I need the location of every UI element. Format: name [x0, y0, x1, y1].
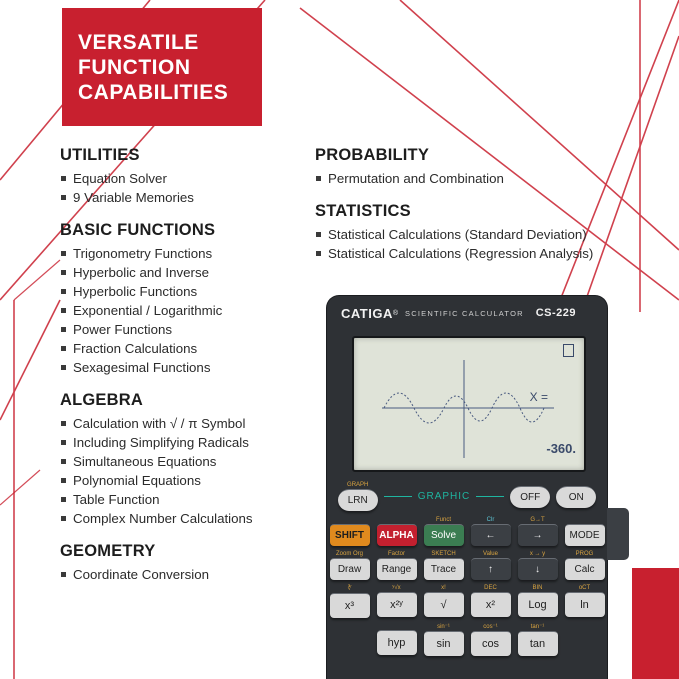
trace-group [424, 551, 464, 580]
list-item: Table Function [60, 490, 310, 509]
registered-mark-icon: ® [392, 309, 399, 317]
nth-root-label: ʸ√x [392, 585, 401, 591]
calculator-keypad [327, 482, 607, 661]
list-item: Hyperbolic and Inverse [60, 263, 310, 282]
x-to-y-label: x → y [529, 551, 546, 557]
list-item: Exponential / Logarithmic [60, 301, 310, 320]
band-line-right [476, 496, 504, 497]
section-statistics [315, 202, 675, 263]
section-list [315, 169, 675, 188]
cos-key[interactable]: cos [471, 631, 511, 656]
factor-label: Factor [387, 551, 405, 557]
calculator-screen [352, 336, 586, 472]
section-list [60, 169, 310, 207]
value-label: Value [483, 551, 498, 557]
list-item: Trigonometry Functions [60, 244, 310, 263]
section-title: GEOMETRY [60, 542, 156, 560]
ln-group [565, 585, 605, 618]
calculator-brandbar [327, 296, 607, 330]
left-arrow-group [471, 517, 511, 546]
list-item: Permutation and Combination [315, 169, 675, 188]
lrn-key[interactable]: LRN [338, 489, 378, 511]
section-list [60, 244, 310, 377]
graphic-band [327, 482, 607, 511]
tan-key[interactable]: tan [518, 631, 558, 656]
right-arrow-group [518, 517, 558, 546]
list-item: Fraction Calculations [60, 339, 310, 358]
calc-key[interactable]: Calc [565, 558, 605, 580]
draw-group [330, 551, 370, 580]
g-to-t-label: G→T [530, 517, 545, 523]
headline-banner [62, 8, 262, 126]
arcsin-label: sin⁻¹ [437, 624, 450, 630]
feature-column-left [60, 146, 310, 598]
section-list [315, 225, 675, 263]
graph-label: GRAPH [347, 482, 369, 488]
section-geometry [60, 542, 310, 584]
ln-key[interactable]: ln [565, 592, 605, 617]
list-item: 9 Variable Memories [60, 188, 310, 207]
down-arrow-group [518, 551, 558, 580]
section-title: PROBABILITY [315, 146, 430, 164]
right-arrow-key[interactable]: → [518, 524, 558, 546]
hyp-group [377, 623, 417, 656]
mode-key[interactable]: MODE [565, 524, 605, 546]
arctan-label: tan⁻¹ [530, 624, 545, 630]
list-item: Equation Solver [60, 169, 310, 188]
feature-column-right [315, 146, 675, 277]
section-title: UTILITIES [60, 146, 140, 164]
list-item: Complex Number Calculations [60, 509, 310, 528]
list-item: Statistical Calculations (Standard Deviation) [315, 225, 675, 244]
shift-group [330, 517, 370, 546]
screen-x-label: X = [529, 390, 548, 404]
alpha-key[interactable]: ALPHA [377, 524, 417, 546]
mode-group [565, 517, 605, 546]
x2-group [471, 585, 511, 618]
list-item: Statistical Calculations (Regression Analysis) [315, 244, 675, 263]
shift-sublabel [330, 517, 370, 523]
headline-line-3: CAPABILITIES [78, 80, 229, 104]
section-list [60, 565, 310, 584]
section-utilities [60, 146, 310, 207]
brand-subtitle: SCIENTIFIC CALCULATOR [405, 308, 524, 318]
log-group [518, 585, 558, 618]
arccos-label: cos⁻¹ [483, 624, 498, 630]
list-item: Polynomial Equations [60, 471, 310, 490]
side-button[interactable] [607, 508, 629, 560]
hyp-key[interactable]: hyp [377, 630, 417, 655]
dec-label: DEC [484, 585, 497, 591]
tan-group [518, 623, 558, 656]
cos-group [471, 623, 511, 656]
section-probability [315, 146, 675, 188]
left-arrow-key[interactable]: ← [471, 524, 511, 546]
keypad-row-4 [327, 585, 607, 618]
band-line-left [384, 496, 412, 497]
section-title: BASIC FUNCTIONS [60, 221, 216, 239]
range-group [377, 551, 417, 580]
graphic-label: GRAPHIC [417, 491, 471, 502]
prog-label: PROG [575, 551, 594, 557]
model-number: CS-229 [535, 307, 577, 319]
mode-sublabel [565, 517, 605, 523]
headline-line-2: FUNCTION [78, 55, 191, 79]
screen-value: -360. [546, 441, 576, 456]
hex-label: BIN [532, 585, 543, 591]
zoom-org-label: Zoom Org [335, 551, 363, 557]
sin-key[interactable]: sin [424, 631, 464, 656]
keypad-row-2 [327, 517, 607, 546]
square-root-key[interactable]: √ [424, 592, 464, 617]
list-item: Including Simplifying Radicals [60, 433, 310, 452]
section-basic-functions [60, 221, 310, 377]
calc-group [565, 551, 605, 580]
section-list [60, 414, 310, 528]
list-item: Calculation with √ / π Symbol [60, 414, 310, 433]
alpha-group [377, 517, 417, 546]
xy-group [377, 585, 417, 618]
up-arrow-key[interactable]: ↑ [471, 558, 511, 580]
factorial-label: x! [441, 585, 446, 591]
shift-key[interactable]: SHIFT [330, 524, 370, 546]
calculator-product-image [327, 296, 607, 679]
alpha-sublabel [377, 517, 417, 523]
x-squared-key[interactable]: x² [471, 592, 511, 617]
x-power-y-key[interactable]: x²ʸ [377, 592, 417, 617]
log-key[interactable]: Log [518, 592, 558, 617]
range-key[interactable]: Range [377, 558, 417, 580]
trace-key[interactable]: Trace [424, 558, 464, 580]
cuberoot-label: ∛ [347, 586, 352, 592]
draw-key[interactable]: Draw [330, 558, 370, 580]
section-title: ALGEBRA [60, 391, 143, 409]
list-item: Hyperbolic Functions [60, 282, 310, 301]
sqrt-group [424, 585, 464, 618]
sketch-label: SKETCH [431, 551, 456, 557]
sin-group [424, 623, 464, 656]
solve-key[interactable]: Solve [424, 524, 464, 546]
brand-name: CATIGA [341, 305, 393, 321]
down-arrow-key[interactable]: ↓ [518, 558, 558, 580]
section-title: STATISTICS [315, 202, 411, 220]
list-item: Simultaneous Equations [60, 452, 310, 471]
lrn-key-group [338, 482, 378, 511]
on-key[interactable]: ON [556, 486, 596, 508]
section-algebra [60, 391, 310, 528]
solve-group [424, 517, 464, 546]
x3-group [330, 585, 370, 618]
up-arrow-group [471, 551, 511, 580]
list-item: Sexagesimal Functions [60, 358, 310, 377]
oct-label: oCT [578, 585, 591, 591]
keypad-row-5 [327, 623, 607, 656]
headline-line-1: VERSATILE [78, 30, 199, 54]
list-item: Coordinate Conversion [60, 565, 310, 584]
x-cubed-key[interactable]: x³ [330, 593, 370, 618]
keypad-row-3 [327, 551, 607, 580]
off-key[interactable]: OFF [510, 486, 550, 508]
funct-label: Funct [435, 517, 451, 523]
display-label: Clr [486, 517, 495, 523]
list-item: Power Functions [60, 320, 310, 339]
hyp-sublabel [377, 623, 417, 629]
